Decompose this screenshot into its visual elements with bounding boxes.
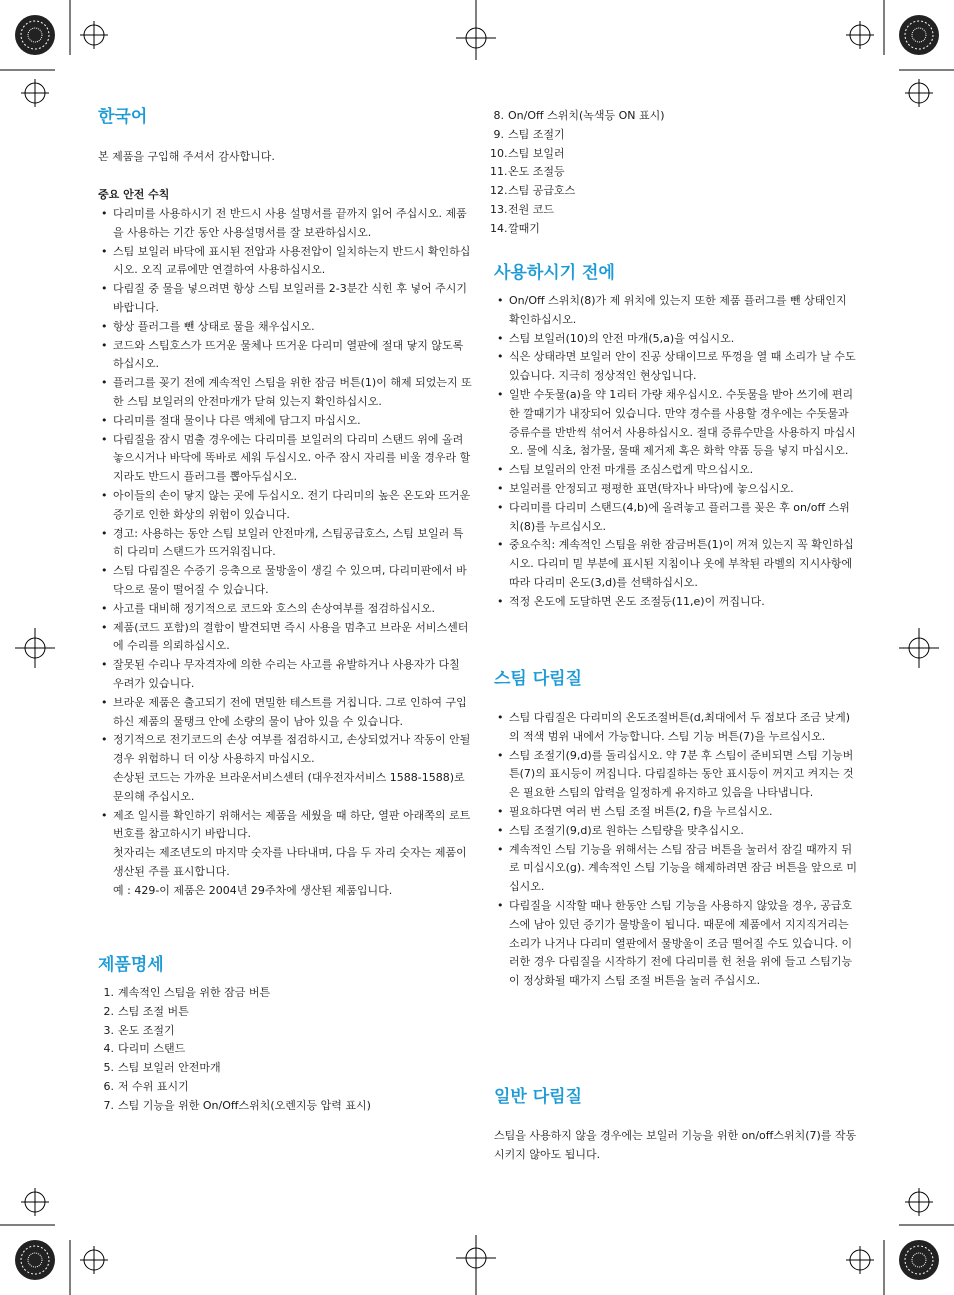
spec-item-label: 스팀 공급호스 (508, 184, 576, 198)
list-item (98, 525, 473, 563)
list-item (494, 536, 859, 592)
spec-item (490, 220, 665, 239)
spec-item-number: 1. (103, 986, 114, 999)
list-item (98, 374, 473, 412)
list-item (494, 803, 859, 822)
spec-item (100, 984, 371, 1003)
list-item-text: 다림질을 시작할 때나 한동안 스팀 기능을 사용하지 않았을 경우, 공급호스에 남아 있던 증기가 물방울이 됩니다. 때문에 제품에서 지지직거리는 소리가 나거나 다리미 열판에서 물방울이 조금 떨어질 수도 있습니다. 이러한 경우 다림질을 시작하기 전에 다리미를 헌 천을 위에 들고 스팀기능이 정상화될 때가지 스팀 조절 버튼을 눌러 주십시오. (509, 898, 853, 988)
list-item (494, 841, 859, 897)
list-item (494, 348, 859, 386)
steam-ironing-list (494, 709, 859, 991)
dry-ironing-text: 스팀을 사용하지 않을 경우에는 보일러 기능을 위한 on/off스위치(7)를 작동시키지 않아도 됩니다. (494, 1129, 857, 1161)
list-item (494, 593, 859, 612)
list-item-text: 다림질을 잠시 멈출 경우에는 다리미를 보일러의 다리미 스탠드 위에 올려놓으시거나 바닥에 똑바로 세워 두십시오. 아주 잠시 자리를 비울 경우라 할지라도 반드시 플러그를 뽑아두십시오. (113, 432, 471, 484)
list-item-text: 스팀 다림질은 수증기 응축으로 물방울이 생길 수 있으며, 다리미판에서 바닥으로 물이 떨어질 수 있습니다. (113, 564, 467, 596)
list-item (98, 731, 473, 806)
list-item (494, 461, 859, 480)
spec-item (490, 163, 665, 182)
spec-item-label: 온도 조절등 (508, 165, 565, 179)
list-item (494, 499, 859, 537)
spec-item-label: 온도 조절기 (118, 1023, 175, 1037)
list-item-text: 항상 플러그를 뺀 상태로 물을 채우십시오. (113, 319, 315, 333)
section-title-specs: 제품명세 (98, 955, 164, 975)
spec-item (490, 201, 665, 220)
spec-item-number: 5. (103, 1061, 114, 1075)
spec-item-label: 계속적인 스팀을 위한 잠금 버튼 (118, 986, 271, 999)
list-item-text: 다림질 중 물을 넣으려면 항상 스팀 보일러를 2-3분간 식힌 후 넣어 주시기 바랍니다. (113, 282, 467, 314)
list-item (98, 205, 473, 243)
spec-item (490, 182, 665, 201)
list-item (494, 480, 859, 499)
section-title-korean: 한국어 (98, 107, 148, 127)
spec-item-label: 스팀 조절기 (508, 127, 565, 141)
list-item-note: 예 : 429-이 제품은 2004년 29주차에 생산된 제품입니다. (113, 883, 393, 897)
list-item-note: 손상된 코드는 가까운 브라운서비스센터 (대우전자서비스 1588-1588)로 문의해 주십시오. (113, 770, 465, 803)
list-item (98, 337, 473, 375)
list-item (98, 807, 473, 901)
list-item-text: 중요수칙: 계속적인 스팀을 위한 잠금버튼(1)이 꺼져 있는지 꼭 확인하십시오. 다리미 밑 부분에 표시된 지침이나 옷에 부착된 라벨의 지시사항에 따라 다리미 온도(3,d)를 선택하십시오. (509, 538, 854, 589)
spec-item-number: 7. (103, 1098, 114, 1112)
list-item-text: 계속적인 스팀 기능을 위해서는 스팀 잠금 버튼을 눌러서 잠길 때까지 뒤로 미십시오(g). 계속적인 스팀 기능을 해제하려면 잠금 버튼을 앞으로 미십시오. (509, 842, 858, 894)
list-item (98, 694, 473, 732)
list-item-text: 제품(코드 포함)의 결함이 발견되면 즉시 사용을 멈추고 브라운 서비스센터에 수리를 의뢰하십시오. (113, 620, 469, 653)
section-title-steam-ironing: 스팀 다림질 (494, 669, 583, 689)
spec-item (490, 107, 665, 126)
spec-item (100, 1097, 371, 1116)
spec-item (100, 1022, 371, 1041)
list-item-text: 브라운 제품은 출고되기 전에 면밀한 테스트를 거칩니다. 그로 인하여 구입하신 제품의 물탱크 안에 소량의 물이 남아 있을 수 있습니다. (113, 695, 467, 728)
list-item-text: 제조 일시를 확인하기 위해서는 제품을 세웠을 때 하단, 열판 아래쪽의 로트번호를 참고하시기 바랍니다. (113, 808, 471, 841)
list-item (494, 330, 859, 349)
list-item (494, 292, 859, 330)
list-item (98, 243, 473, 281)
list-item (98, 600, 473, 619)
spec-item-number: 9. (493, 127, 504, 141)
spec-list-right (490, 107, 665, 239)
spec-list-left (100, 984, 371, 1116)
list-item-text: 스팀 보일러(10)의 안전 마개(5,a)을 여십시오. (509, 331, 735, 345)
list-item-text: 적정 온도에 도달하면 온도 조절등(11,e)이 꺼집니다. (509, 594, 765, 608)
before-use-list (494, 292, 859, 612)
spec-item-number: 14. (490, 221, 508, 235)
spec-item-number: 13. (490, 202, 508, 216)
list-item-text: 필요하다면 여러 번 스팀 조절 버튼(2, f)을 누르십시오. (509, 804, 773, 818)
spec-item-number: 12. (490, 184, 508, 198)
list-item (98, 562, 473, 600)
list-item-text: 사고를 대비해 정기적으로 코드와 호스의 손상여부를 점검하십시오. (113, 601, 436, 615)
spec-item-number: 3. (103, 1023, 114, 1037)
list-item-text: 스팀 보일러 바닥에 표시된 전압과 사용전압이 일치하는지 반드시 확인하십시오. 오직 교류에만 연결하여 사용하십시오. (113, 244, 471, 277)
spec-item-label: 스팀 보일러 안전마개 (118, 1061, 221, 1075)
spec-item-number: 8. (493, 109, 504, 122)
spec-item (100, 1003, 371, 1022)
list-item (98, 412, 473, 431)
section-title-dry-ironing: 일반 다림질 (494, 1087, 583, 1107)
list-item-text: 코드와 스팀호스가 뜨거운 물체나 뜨거운 다리미 열판에 절대 닿지 않도록 하십시오. (113, 338, 464, 371)
spec-item-label: 스팀 기능을 위한 On/Off스위치(오렌지등 압력 표시) (118, 1098, 371, 1112)
list-item (494, 709, 859, 747)
spec-item-number: 2. (103, 1004, 114, 1018)
spec-item (490, 126, 665, 145)
list-item (494, 747, 859, 803)
spec-item (490, 145, 665, 164)
list-item-text: 다리미를 다리미 스탠드(4,b)에 올려놓고 플러그를 꽂은 후 on/off 스위치(8)를 누르십시오. (509, 500, 850, 533)
spec-item-number: 4. (103, 1042, 114, 1056)
safety-heading: 중요 안전 수칙 (98, 188, 170, 201)
list-item-note: 첫자리는 제조년도의 마지막 숫자를 나타내며, 다음 두 자리 숫자는 제품이 생산된 주를 표시합니다. (113, 846, 467, 878)
list-item-text: 식은 상태라면 보일러 안이 진공 상태이므로 뚜껑을 열 때 소리가 날 수도 있습니다. 지극히 정상적인 현상입니다. (509, 350, 856, 383)
list-item-text: 플러그를 꽂기 전에 계속적인 스팀을 위한 잠금 버튼(1)이 해제 되었는지 또한 스팀 보일러의 안전마개가 닫혀 있는지 확인하십시오. (113, 376, 472, 408)
list-item (98, 280, 473, 318)
list-item (98, 619, 473, 657)
list-item-text: 스팀 다림질은 다리미의 온도조절버튼(d,최대에서 두 점보다 조금 낮게)의 적색 범위 내에서 가능합니다. 스팀 기능 버튼(7)을 누르십시오. (509, 711, 851, 743)
spec-item-number: 10. (490, 146, 508, 160)
list-item (494, 897, 859, 991)
section-title-before-use: 사용하시기 전에 (494, 263, 615, 283)
list-item-text: 아이들의 손이 닿지 않는 곳에 두십시오. 전기 다리미의 높은 온도와 뜨거운 증기로 인한 화상의 위험이 있습니다. (113, 488, 471, 521)
spec-item (100, 1040, 371, 1059)
list-item-text: 스팀 보일러의 안전 마개를 조심스럽게 막으십시오. (509, 463, 754, 477)
safety-list (98, 205, 473, 900)
list-item (98, 318, 473, 337)
spec-item-number: 11. (490, 165, 508, 179)
spec-item-number: 6. (103, 1079, 114, 1093)
spec-item-label: 스팀 조절 버튼 (118, 1004, 189, 1018)
list-item-text: 보일러를 안정되고 평평한 표면(탁자나 바닥)에 놓으십시오. (509, 481, 794, 495)
list-item-text: 잘못된 수리나 무자격자에 의한 수리는 사고를 유발하거나 사용자가 다칠 우려가 있습니다. (113, 658, 460, 690)
list-item-text: 다리미를 절대 물이나 다른 액체에 담그지 마십시오. (113, 413, 361, 427)
spec-item-label: On/Off 스위치(녹색등 ON 표시) (508, 109, 665, 122)
spec-item-label: 전원 코드 (508, 202, 555, 216)
list-item (98, 656, 473, 694)
spec-item-label: 저 수위 표시기 (118, 1079, 189, 1093)
list-item (98, 431, 473, 487)
spec-item (100, 1078, 371, 1097)
list-item-text: 일반 수돗물(a)을 약 1리터 가량 채우십시오. 수돗물을 받아 쓰기에 편리한 깔때기가 내장되어 있습니다. 만약 경수를 사용할 경우에는 수돗물과 증류수를 반반씩 섞어서 사용하십시오. 절대 증류수만을 사용하지 마십시오. 물에 식초, 첨가물, 물때 제거제 혹은 화학 약품 등을 넣지 마십시오. (509, 387, 856, 458)
list-item (494, 386, 859, 461)
list-item-text: 스팀 조절기(9,d)로 원하는 스팀량을 맞추십시오. (509, 823, 744, 837)
list-item (494, 822, 859, 841)
spec-item (100, 1059, 371, 1078)
intro-text: 본 제품을 구입해 주셔서 감사합니다. (98, 150, 275, 163)
list-item-text: 다리미를 사용하시기 전 반드시 사용 설명서를 끝까지 읽어 주십시오. 제품을 사용하는 기간 동안 사용설명서를 잘 보관하십시오. (113, 207, 467, 239)
list-item-text: 스팀 조절기(9,d)를 돌리십시오. 약 7분 후 스팀이 준비되면 스팀 기능버튼(7)의 표시등이 꺼집니다. 다림질하는 동안 표시등이 꺼지고 켜지는 것은 필요한 스팀의 압력을 일정하게 유지하고 있음을 나타냅니다. (509, 748, 854, 800)
list-item-text: On/Off 스위치(8)가 제 위치에 있는지 또한 제품 플러그를 뺀 상태인지 확인하십시오. (509, 294, 847, 326)
spec-item-label: 다리미 스탠드 (118, 1042, 186, 1056)
list-item (98, 487, 473, 525)
list-item-text: 정기적으로 전기코드의 손상 여부를 점검하시고, 손상되었거나 작동이 안될 경우 위험하니 더 이상 사용하지 마십시오. (113, 733, 471, 766)
spec-item-label: 깔때기 (508, 221, 540, 235)
list-item-text: 경고: 사용하는 동안 스팀 보일러 안전마개, 스팀공급호스, 스팀 보일러 특히 다리미 스탠드가 뜨거워집니다. (113, 526, 464, 559)
spec-item-label: 스팀 보일러 (508, 146, 565, 160)
